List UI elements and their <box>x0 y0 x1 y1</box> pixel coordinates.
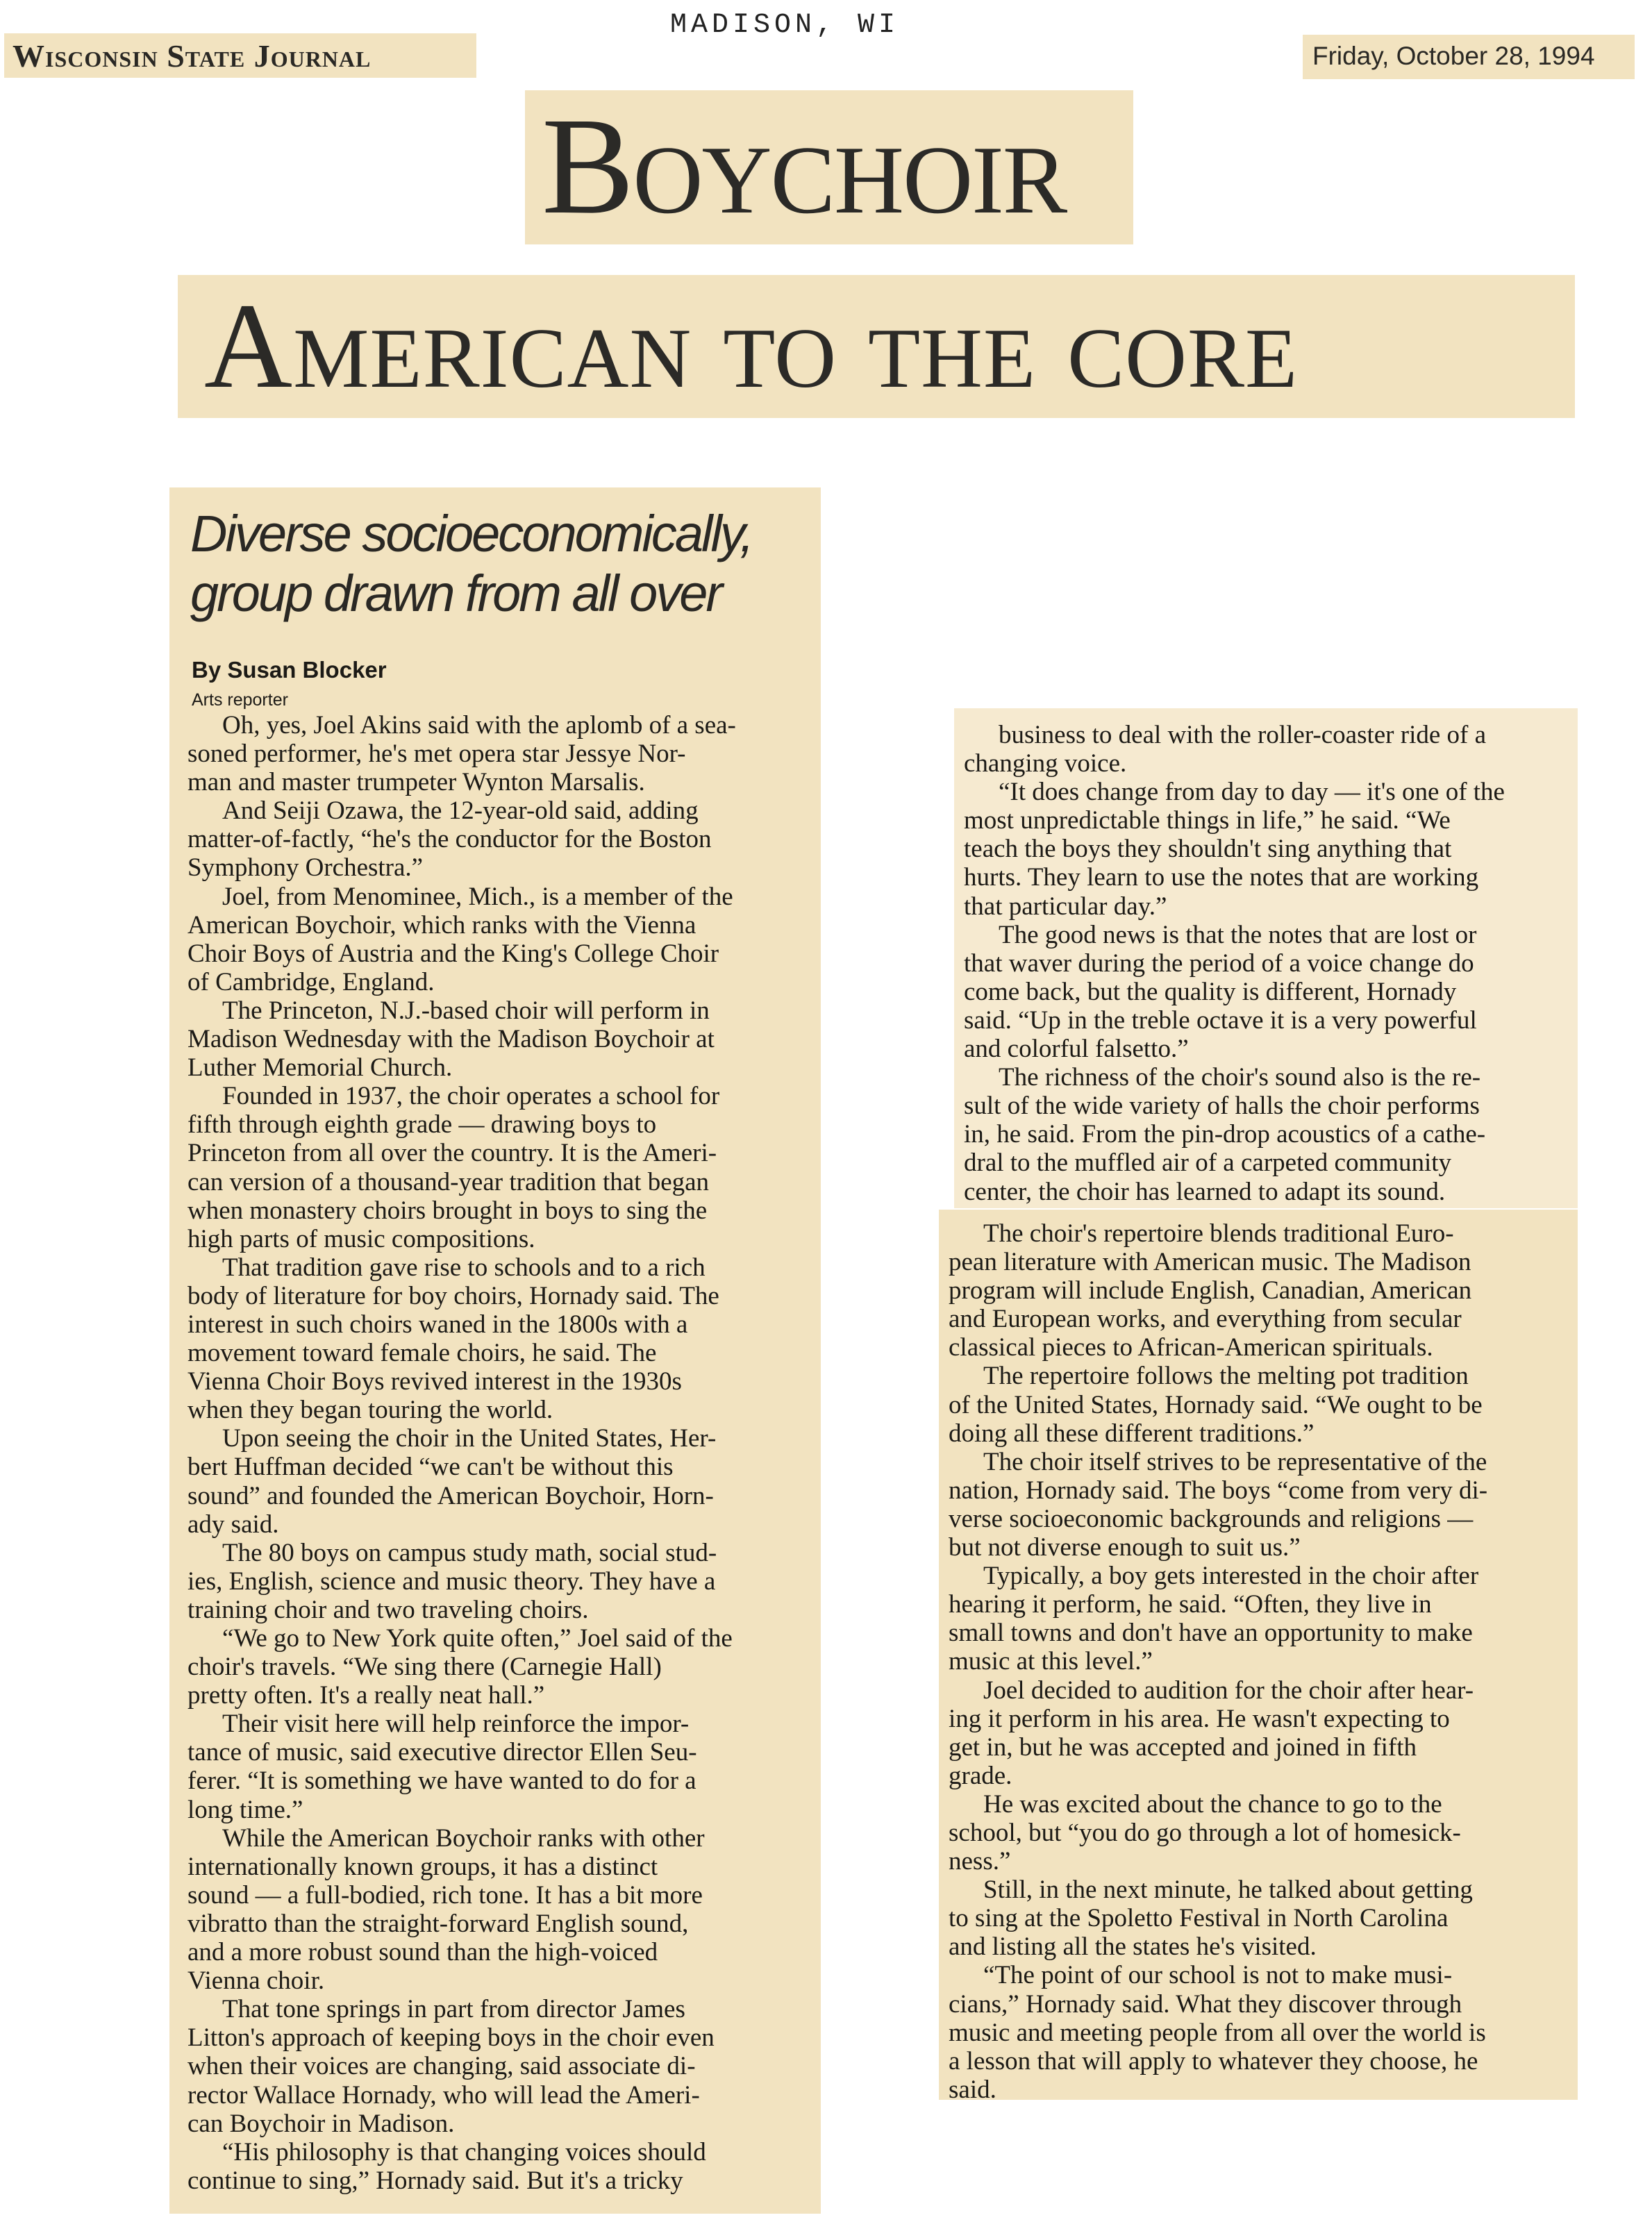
text-line: when their voices are changing, said associate di- <box>187 2052 696 2081</box>
article-column-2-bottom <box>939 1210 1578 2104</box>
article-column-2-top <box>954 708 1578 1208</box>
article-paragraph <box>187 796 812 882</box>
text-line: high parts of music compositions. <box>187 1224 535 1253</box>
text-line: body of literature for boy choirs, Hornady said. The <box>187 1281 719 1310</box>
article-paragraph <box>964 1063 1575 1205</box>
text-line: most unpredictable things in life,” he said. “We <box>964 806 1451 835</box>
column-1-body <box>187 711 812 2195</box>
text-line: The choir itself strives to be representative of the <box>983 1447 1487 1476</box>
text-line: ady said. <box>187 1510 279 1539</box>
text-line: hearing it perform, he said. “Often, they live in <box>949 1590 1432 1619</box>
text-line: in, he said. From the pin-drop acoustics of a cathe- <box>964 1120 1486 1149</box>
article-paragraph <box>964 721 1575 778</box>
text-line: soned performer, he's met opera star Jessye Nor- <box>187 740 686 769</box>
text-line: sound” and founded the American Boychoir, Horn- <box>187 1481 714 1510</box>
text-line: choir's travels. “We sing there (Carnegie Hall) <box>187 1653 662 1682</box>
text-line: of Cambridge, England. <box>187 967 435 996</box>
text-line: The good news is that the notes that are lost or <box>999 920 1477 949</box>
text-line: The choir's repertoire blends traditional Euro- <box>983 1219 1454 1248</box>
city-dateline: MADISON, WI <box>670 10 900 41</box>
text-line: The repertoire follows the melting pot tradition <box>983 1362 1469 1391</box>
article-paragraph <box>187 883 812 996</box>
article-paragraph <box>187 1710 812 1823</box>
text-line: internationally known groups, it has a distinct <box>187 1852 658 1881</box>
text-line: While the American Boychoir ranks with other <box>222 1823 705 1853</box>
text-line: said. <box>949 2075 996 2104</box>
publication-date: Friday, October 28, 1994 <box>1312 42 1595 70</box>
text-line: interest in such choirs waned in the 1800s with a <box>187 1310 688 1339</box>
text-line: nation, Hornady said. The boys “come from very di- <box>949 1476 1488 1505</box>
text-line: ies, English, science and music theory. They have a <box>187 1567 716 1596</box>
text-line: Upon seeing the choir in the United States, Her- <box>222 1424 717 1453</box>
article-paragraph <box>949 1448 1574 1562</box>
article-paragraph <box>187 1082 812 1253</box>
text-line: changing voice. <box>964 749 1127 778</box>
article-paragraph <box>949 1961 1574 2103</box>
text-line: matter-of-factly, “he's the conductor for the Boston <box>187 825 712 854</box>
text-line: teach the boys they shouldn't sing anything that <box>964 835 1452 864</box>
text-line: The 80 boys on campus study math, social stud- <box>222 1538 717 1567</box>
date-clipping <box>1303 35 1635 79</box>
text-line: The Princeton, N.J.-based choir will perform in <box>222 996 710 1025</box>
text-line: classical pieces to African-American spirituals. <box>949 1333 1433 1362</box>
newspaper-name: Wisconsin State Journal <box>12 38 372 74</box>
text-line: Princeton from all over the country. It is the Ameri- <box>187 1139 717 1168</box>
text-line: school, but “you do go through a lot of homesick- <box>949 1818 1461 1847</box>
subhead <box>190 504 801 624</box>
text-line: hurts. They learn to use the notes that are working <box>964 863 1479 892</box>
headline-clipping <box>178 275 1575 418</box>
subhead-line: group drawn from all over <box>190 565 721 622</box>
text-line: Luther Memorial Church. <box>187 1053 453 1083</box>
text-line: movement toward female choirs, he said. The <box>187 1339 657 1368</box>
text-line: come back, but the quality is different, Hornady <box>964 977 1457 1006</box>
text-line: “The point of our school is not to make musi- <box>983 1961 1453 1990</box>
text-line: Founded in 1937, the choir operates a school for <box>222 1082 720 1111</box>
text-line: small towns and don't have an opportunity to make <box>949 1619 1473 1648</box>
text-line: that particular day.” <box>964 892 1167 921</box>
text-line: Vienna choir. <box>187 1966 325 1996</box>
text-line: sult of the wide variety of halls the choir performs <box>964 1092 1480 1121</box>
text-line: man and master trumpeter Wynton Marsalis. <box>187 768 645 797</box>
text-line: Vienna Choir Boys revived interest in the 1930s <box>187 1367 682 1396</box>
article-paragraph <box>187 2138 812 2195</box>
text-line: fifth through eighth grade — drawing boys to <box>187 1110 657 1139</box>
text-line: training choir and two traveling choirs. <box>187 1595 589 1624</box>
article-paragraph <box>949 1876 1574 1961</box>
text-line: can Boychoir in Madison. <box>187 2109 455 2138</box>
text-line: American Boychoir, which ranks with the Vienna <box>187 910 696 940</box>
text-line: continue to sing,” Hornady said. But it's a tricky <box>187 2166 683 2195</box>
masthead-clipping <box>4 33 476 78</box>
text-line: Symphony Orchestra.” <box>187 853 424 883</box>
text-line: bert Huffman decided “we can't be without this <box>187 1453 674 1482</box>
article-paragraph <box>949 1362 1574 1447</box>
text-line: “His philosophy is that changing voices should <box>222 2137 706 2166</box>
text-line: Litton's approach of keeping boys in the choir even <box>187 2023 715 2053</box>
article-paragraph <box>964 921 1575 1063</box>
text-line: The richness of the choir's sound also is the re- <box>999 1063 1481 1092</box>
column-2-top-body <box>964 721 1575 1206</box>
text-line: ferer. “It is something we have wanted to do for a <box>187 1767 696 1796</box>
text-line: Joel decided to audition for the choir after hear- <box>983 1676 1474 1705</box>
text-line: Choir Boys of Austria and the King's College Choir <box>187 939 719 968</box>
text-line: get in, but he was accepted and joined in fifth <box>949 1732 1417 1762</box>
text-line: when monastery choirs brought in boys to sing the <box>187 1196 708 1225</box>
text-line: long time.” <box>187 1795 303 1824</box>
kicker-title: Boychoir <box>542 90 1067 243</box>
article-paragraph <box>949 1790 1574 1876</box>
text-line: Joel, from Menominee, Mich., is a member of the <box>222 882 733 911</box>
article-paragraph <box>187 1539 812 1624</box>
article-paragraph <box>187 711 812 796</box>
text-line: when they began touring the world. <box>187 1396 553 1425</box>
text-line: to sing at the Spoletto Festival in North Carolina <box>949 1904 1449 1933</box>
text-line: of the United States, Hornady said. “We ought to be <box>949 1390 1483 1419</box>
text-line: and listing all the states he's visited. <box>949 1932 1317 1962</box>
text-line: And Seiji Ozawa, the 12-year-old said, adding <box>222 796 699 826</box>
byline: By Susan Blocker <box>192 657 387 683</box>
text-line: That tone springs in part from director James <box>222 1995 685 2024</box>
text-line: Oh, yes, Joel Akins said with the aplomb of a sea- <box>222 711 736 740</box>
text-line: sound — a full-bodied, rich tone. It has a bit more <box>187 1880 703 1910</box>
text-line: program will include English, Canadian, American <box>949 1276 1472 1305</box>
text-line: but not diverse enough to suit us.” <box>949 1533 1301 1562</box>
article-paragraph <box>187 1624 812 1710</box>
text-line: said. “Up in the treble octave it is a very powerful <box>964 1005 1477 1035</box>
text-line: rector Wallace Hornady, who will lead the Ameri- <box>187 2080 700 2110</box>
text-line: ing it perform in his area. He wasn't expecting to <box>949 1704 1450 1733</box>
article-paragraph <box>187 1995 812 2137</box>
article-paragraph <box>949 1219 1574 1362</box>
text-line: He was excited about the chance to go to the <box>983 1789 1442 1819</box>
text-line: can version of a thousand-year tradition that began <box>187 1167 710 1196</box>
text-line: verse socioeconomic backgrounds and religions — <box>949 1504 1474 1533</box>
text-line: Typically, a boy gets interested in the choir after <box>983 1562 1479 1591</box>
text-line: and a more robust sound than the high-voiced <box>187 1938 658 1967</box>
text-line: vibratto than the straight-forward English sound, <box>187 1909 689 1938</box>
text-line: music at this level.” <box>949 1647 1153 1676</box>
text-line: pretty often. It's a really neat hall.” <box>187 1681 545 1710</box>
text-line: Still, in the next minute, he talked about getting <box>983 1876 1473 1905</box>
article-paragraph <box>949 1562 1574 1676</box>
column-2-bottom-body <box>949 1219 1574 2104</box>
author-role: Arts reporter <box>192 690 288 710</box>
text-line: that waver during the period of a voice change do <box>964 949 1474 978</box>
article-paragraph <box>949 1676 1574 1790</box>
text-line: pean literature with American music. The Madison <box>949 1248 1471 1277</box>
article-paragraph <box>187 996 812 1082</box>
text-line: cians,” Hornady said. What they discover through <box>949 1989 1462 2019</box>
article-paragraph <box>187 1253 812 1425</box>
text-line: That tradition gave rise to schools and to a rich <box>222 1253 706 1282</box>
headline: American to the core <box>204 278 1299 414</box>
text-line: center, the choir has learned to adapt its sound. <box>964 1177 1446 1206</box>
article-paragraph <box>187 1424 812 1538</box>
text-line: and colorful falsetto.” <box>964 1035 1189 1064</box>
text-line: grade. <box>949 1761 1012 1790</box>
text-line: a lesson that will apply to whatever they choose, he <box>949 2046 1478 2076</box>
text-line: and European works, and everything from secular <box>949 1305 1462 1334</box>
text-line: Madison Wednesday with the Madison Boychoir at <box>187 1025 715 1054</box>
text-line: “It does change from day to day — it's one of the <box>999 778 1505 807</box>
article-paragraph <box>187 1824 812 1996</box>
text-line: tance of music, said executive director Ellen Seu- <box>187 1738 697 1767</box>
subhead-line: Diverse socioeconomically, <box>190 505 752 562</box>
text-line: Their visit here will help reinforce the impor- <box>222 1710 690 1739</box>
text-line: ness.” <box>949 1847 1011 1876</box>
text-line: “We go to New York quite often,” Joel said of the <box>222 1624 733 1653</box>
text-line: doing all these different traditions.” <box>949 1419 1315 1448</box>
article-paragraph <box>964 778 1575 920</box>
article-column-1 <box>169 487 821 2214</box>
kicker-clipping <box>525 90 1133 244</box>
text-line: music and meeting people from all over the world is <box>949 2018 1486 2047</box>
text-line: dral to the muffled air of a carpeted community <box>964 1149 1452 1178</box>
text-line: business to deal with the roller-coaster ride of a <box>999 721 1487 749</box>
